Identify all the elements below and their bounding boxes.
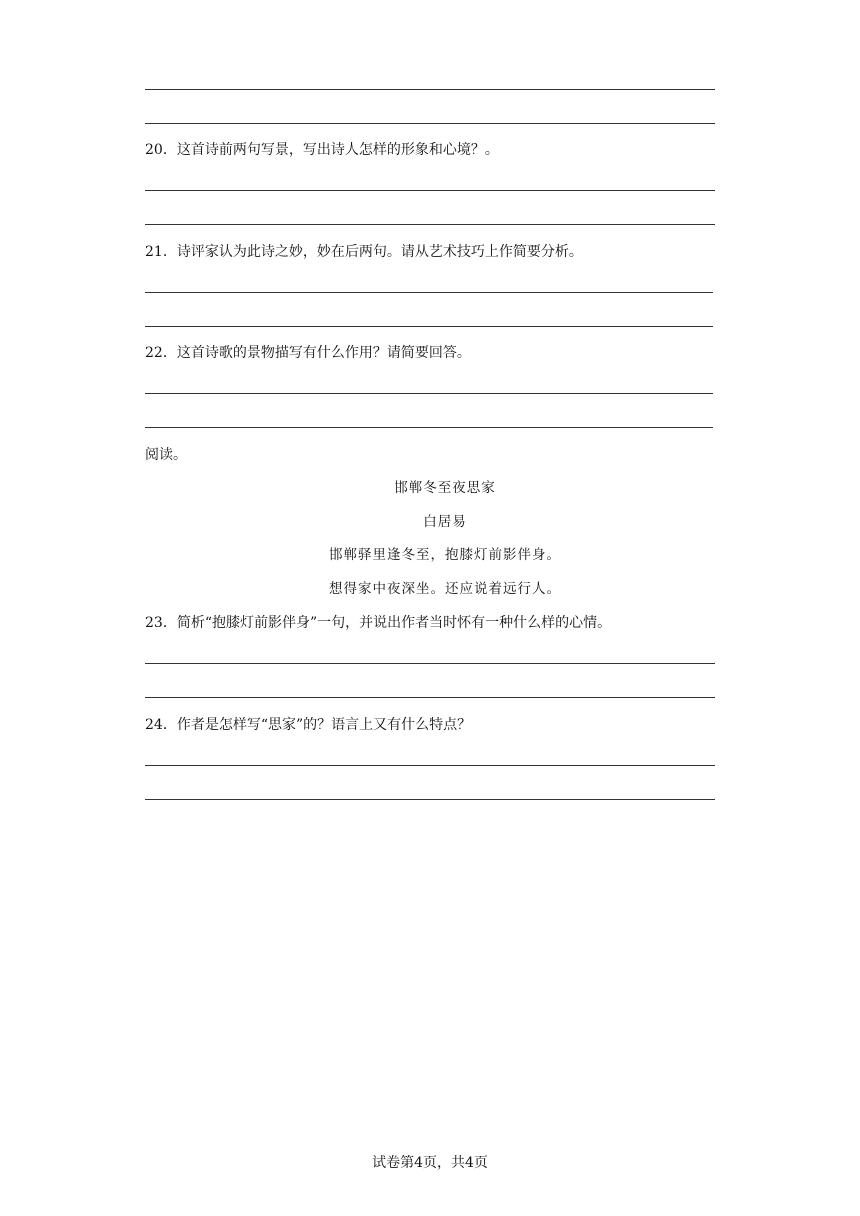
poem-title: 邯郸冬至夜思家 <box>394 480 496 496</box>
poem-line-2: 想得家中夜深坐。还应说着远行人。 <box>329 581 561 597</box>
answer-line[interactable] <box>145 326 713 327</box>
answer-line[interactable] <box>145 224 715 225</box>
question-23: 23．简析“抱膝灯前影伴身”一句，并说出作者当时怀有一种什么样的心情。 <box>145 615 612 631</box>
answer-line[interactable] <box>145 89 715 90</box>
answer-line[interactable] <box>145 190 715 191</box>
answer-line[interactable] <box>145 292 713 293</box>
question-21: 21．诗评家认为此诗之妙，妙在后两句。请从艺术技巧上作简要分析。 <box>145 244 583 260</box>
poem-line-1: 邯郸驿里逢冬至，抱膝灯前影伴身。 <box>329 547 561 563</box>
page-footer: 试卷第4页，共4页 <box>372 1155 488 1171</box>
reading-label: 阅读。 <box>145 447 187 463</box>
answer-line[interactable] <box>145 663 715 664</box>
question-22: 22．这首诗歌的景物描写有什么作用？请简要回答。 <box>145 345 471 361</box>
question-20: 20．这首诗前两句写景，写出诗人怎样的形象和心境？。 <box>145 142 499 158</box>
answer-line[interactable] <box>145 765 715 766</box>
answer-line[interactable] <box>145 427 713 428</box>
answer-line[interactable] <box>145 697 715 698</box>
answer-line[interactable] <box>145 799 715 800</box>
answer-line[interactable] <box>145 123 715 124</box>
answer-line[interactable] <box>145 393 713 394</box>
poem-author: 白居易 <box>423 514 467 530</box>
question-24: 24．作者是怎样写“思家”的？语言上又有什么特点？ <box>145 717 472 733</box>
